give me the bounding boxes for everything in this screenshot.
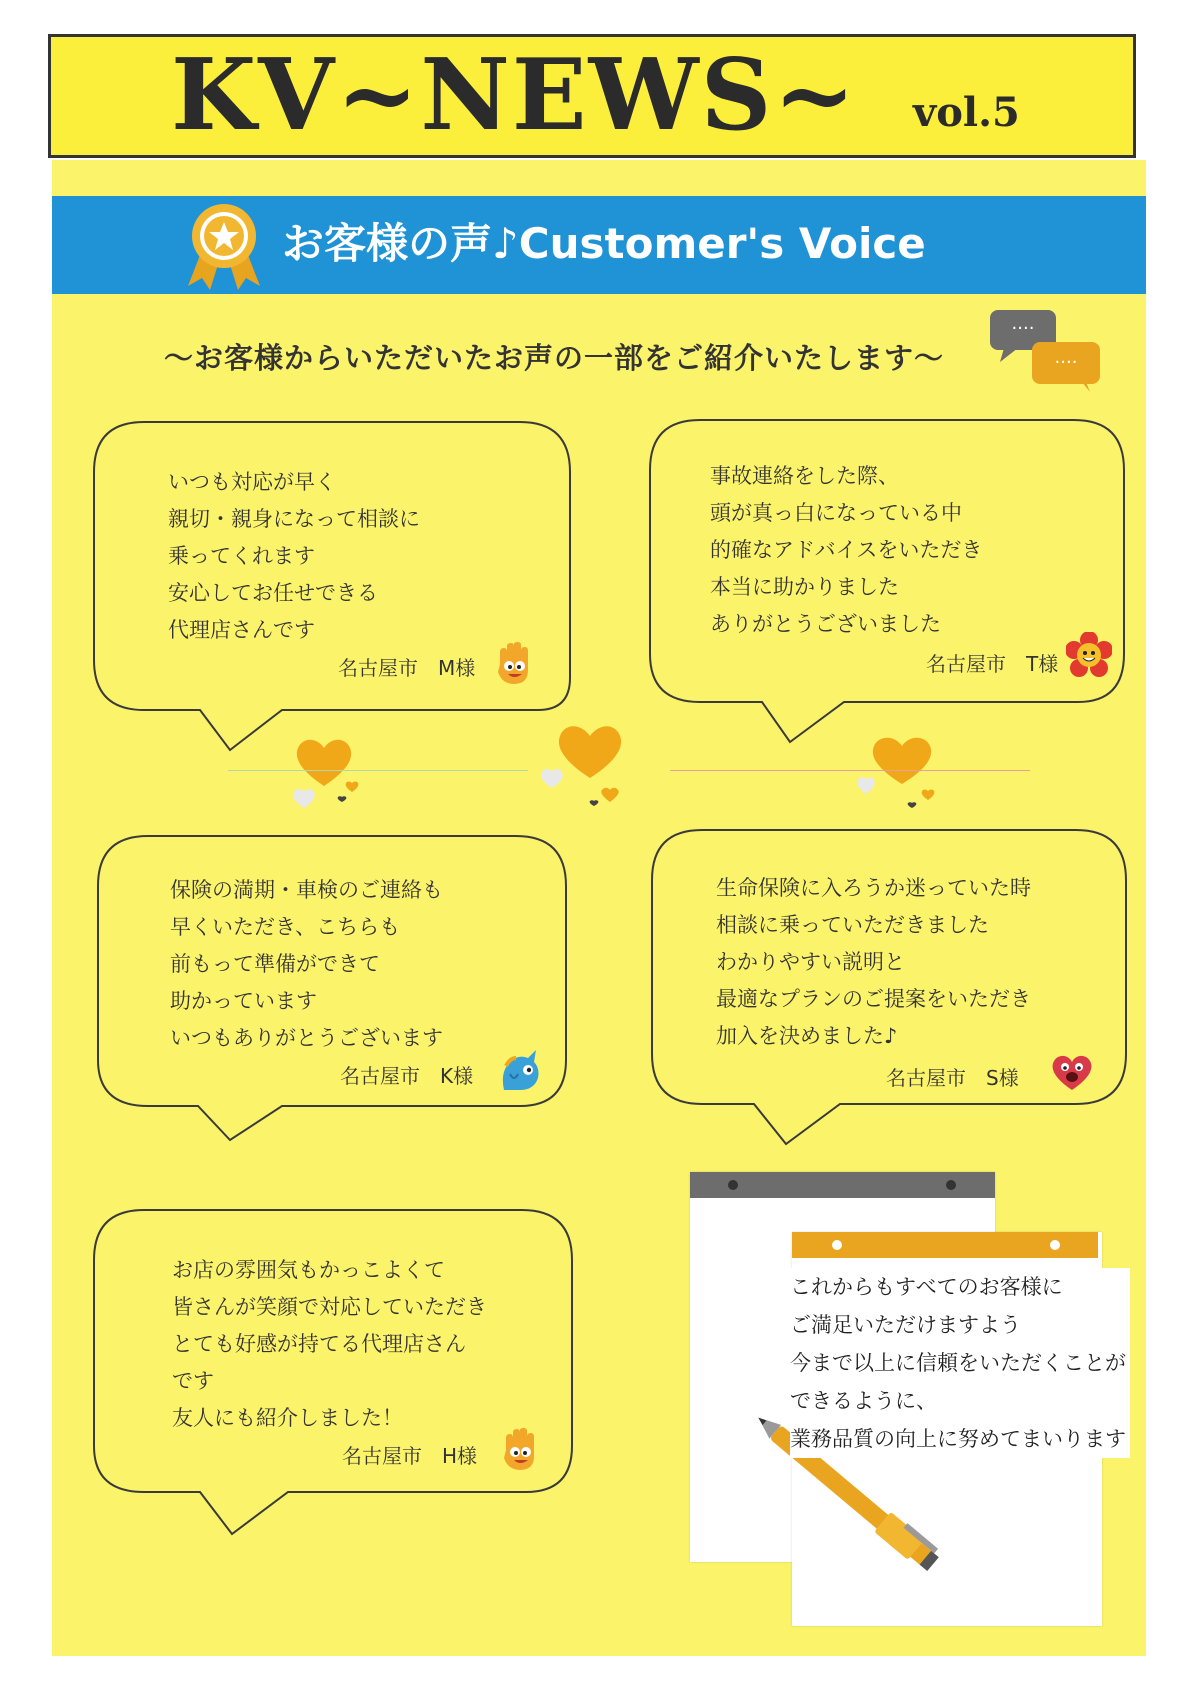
closing-message-line: これからもすべてのお客様に [790,1275,1063,1299]
banner-title: お客様の声♪Customer's Voice [282,219,926,268]
chat-bubbles-icon [990,306,1106,392]
binding-hole [946,1180,956,1190]
bubble-line: わかりやすい説明と [716,950,905,974]
bubble-signature: 名古屋市 K様 [340,1064,474,1088]
closing-message-line: 今まで以上に信頼をいただくことが [790,1351,1126,1375]
masthead-title: KV~NEWS~ [171,38,858,153]
bubble-line: お店の雰囲気もかっこよくて [172,1258,445,1282]
bubble-line: 頭が真っ白になっている中 [710,501,962,525]
bubble-line: 皆さんが笑顔で対応していただき [172,1295,487,1319]
bubble-line: いつもありがとうございます [170,1026,443,1050]
bubble-signature: 名古屋市 S様 [886,1066,1019,1090]
bubble-signature: 名古屋市 M様 [338,656,476,680]
hearts-decoration-3 [854,728,950,820]
hand-face-icon [498,1428,542,1472]
flower-face-icon [1066,632,1112,678]
bubble-line: 最適なプランのご提案をいただき [716,987,1031,1011]
bubble-line: 親切・親身になって相談に [168,507,420,531]
closing-message-line: ご満足いただけますよう [790,1313,1021,1337]
svg-text:····: ···· [1054,352,1078,373]
bubble-line: とても好感が持てる代理店さん [172,1332,466,1356]
bubble-signature: 名古屋市 T様 [926,652,1059,676]
hand-face-icon [492,642,536,686]
unicorn-icon [496,1048,542,1092]
bubble-line: 本当に助かりました [710,575,899,599]
bubble-line: 乗ってくれます [168,544,315,568]
bubble-line: です [172,1369,214,1393]
closing-message-line: できるように、 [790,1389,937,1413]
hearts-decoration-1 [290,730,380,820]
bubble-line: 代理店さんです [168,618,315,642]
binding-hole [832,1240,842,1250]
bubble-line: 前もって準備ができて [170,952,380,976]
binding-hole [1050,1240,1060,1250]
bubble-line: 早くいただき、こちらも [170,915,401,939]
divider-line [670,770,1030,771]
closing-message [790,1268,1130,1458]
bubble-line: ありがとうございました [710,612,941,636]
bubble-line: 生命保険に入ろうか迷っていた時 [716,876,1031,900]
bubble-line: 友人にも紹介しました！ [172,1406,403,1430]
section-banner [52,196,1146,294]
bubble-line: 助かっています [170,989,317,1013]
section-subtitle: ～お客様からいただいたお声の一部をご紹介いたします～ [164,341,945,375]
bubble-signature: 名古屋市 H様 [342,1444,478,1468]
masthead [48,34,1136,158]
testimonial-bubble-5 [92,1208,574,1538]
bubble-line: 加入を決めました♪ [716,1024,898,1048]
bubble-line: 事故連絡をした際、 [710,464,899,488]
binding-hole [728,1180,738,1190]
testimonial-bubble-3 [96,834,568,1146]
bubble-line: 安心してお任せできる [168,581,378,605]
bubble-line: いつも対応が早く [168,470,336,494]
bubble-line: 保険の満期・車検のご連絡も [170,878,443,902]
hearts-decoration-2 [538,716,638,816]
bubble-line: 的確なアドバイスをいただき [710,538,983,562]
notepad-back-binding [690,1172,995,1198]
masthead-volume: vol.5 [913,89,1020,136]
closing-message-line: 業務品質の向上に努めてまいります [790,1427,1126,1451]
svg-text:····: ···· [1011,318,1035,339]
divider-line [228,770,528,771]
testimonial-bubble-2 [648,418,1126,752]
medal-icon [182,202,266,290]
testimonial-bubble-1 [92,420,572,760]
notepad-front-binding [792,1232,1098,1258]
testimonial-bubble-4 [650,828,1128,1152]
heart-face-icon [1050,1052,1094,1092]
bubble-line: 相談に乗っていただきました [716,913,989,937]
